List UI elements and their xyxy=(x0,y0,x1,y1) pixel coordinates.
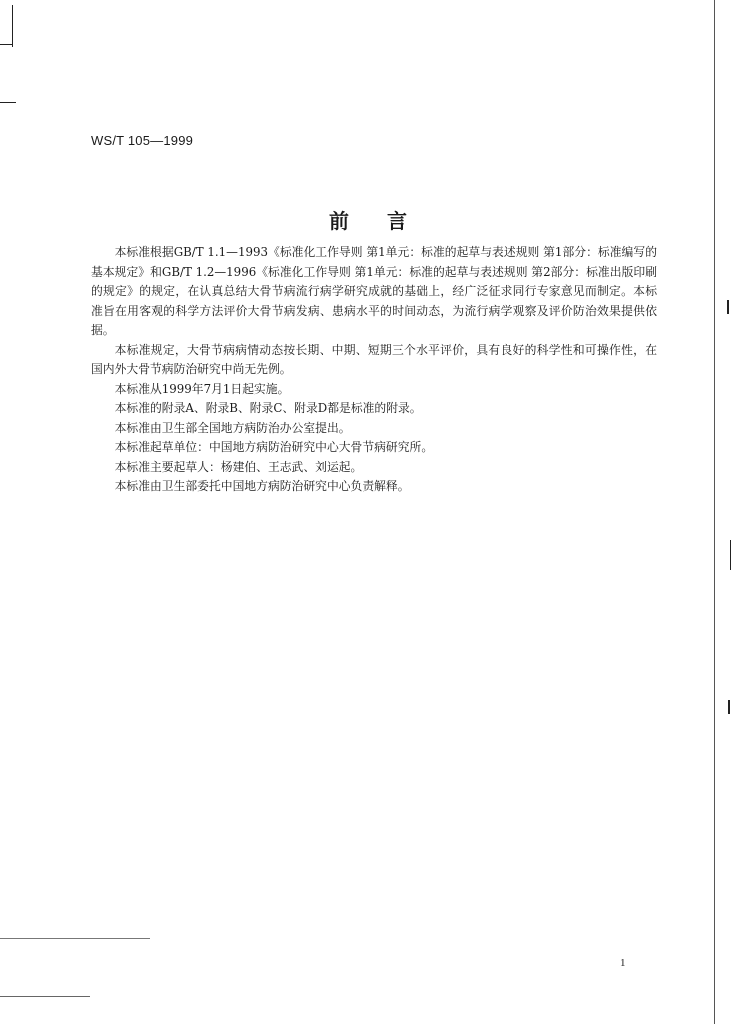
scan-mark xyxy=(0,44,12,45)
scan-mark xyxy=(730,540,731,570)
paragraph-basis: 本标准根据GB/T 1.1—1993《标准化工作导则 第1单元：标准的起草与表述规则 第1部分：标准编写的基本规定》和GB/T 1.2—1996《标准化工作导则 第1单元：标准的起草与表述规则 第2部分：标准出版印刷的规定》的规定，在认真总结大骨节病流行病学研究成就的基础上，经广泛征求同行专家意见而制定。本标准旨在用客观的科学方法评价大骨节病发病、患病水平的时间动态，为流行病学观察及评价防治效果提供依据。 xyxy=(91,245,657,337)
scan-mark xyxy=(728,700,730,714)
paragraph-appendices: 本标准的附录A、附录B、附录C、附录D都是标准的附录。 xyxy=(114,401,422,415)
scan-mark xyxy=(12,5,13,47)
standard-number: WS/T 105—1999 xyxy=(91,133,194,148)
paragraph-drafters: 本标准主要起草人：杨建伯、王志武、刘运起。 xyxy=(114,459,363,474)
paragraph-proposer: 本标准由卫生部全国地方病防治办公室提出。 xyxy=(114,420,351,435)
scan-edge-line xyxy=(714,0,715,1024)
scan-mark xyxy=(0,938,150,939)
paragraph-effective-date: 本标准从1999年7月1日起实施。 xyxy=(114,381,290,396)
paragraph-interpretation: 本标准由卫生部委托中国地方病防治研究中心负责解释。 xyxy=(114,479,410,493)
scan-mark xyxy=(727,300,729,314)
page-number: 1 xyxy=(620,957,626,969)
page-title: 前言 xyxy=(329,209,445,233)
foreword-body xyxy=(91,243,657,497)
scan-mark xyxy=(0,996,90,997)
scan-mark xyxy=(0,102,16,103)
paragraph-drafting-unit: 本标准起草单位：中国地方病防治研究中心大骨节病研究所。 xyxy=(114,440,434,454)
paragraph-evaluation: 本标准规定，大骨节病病情动态按长期、中期、短期三个水平评价，具有良好的科学性和可操作性，在国内外大骨节病防治研究中尚无先例。 xyxy=(91,342,657,376)
